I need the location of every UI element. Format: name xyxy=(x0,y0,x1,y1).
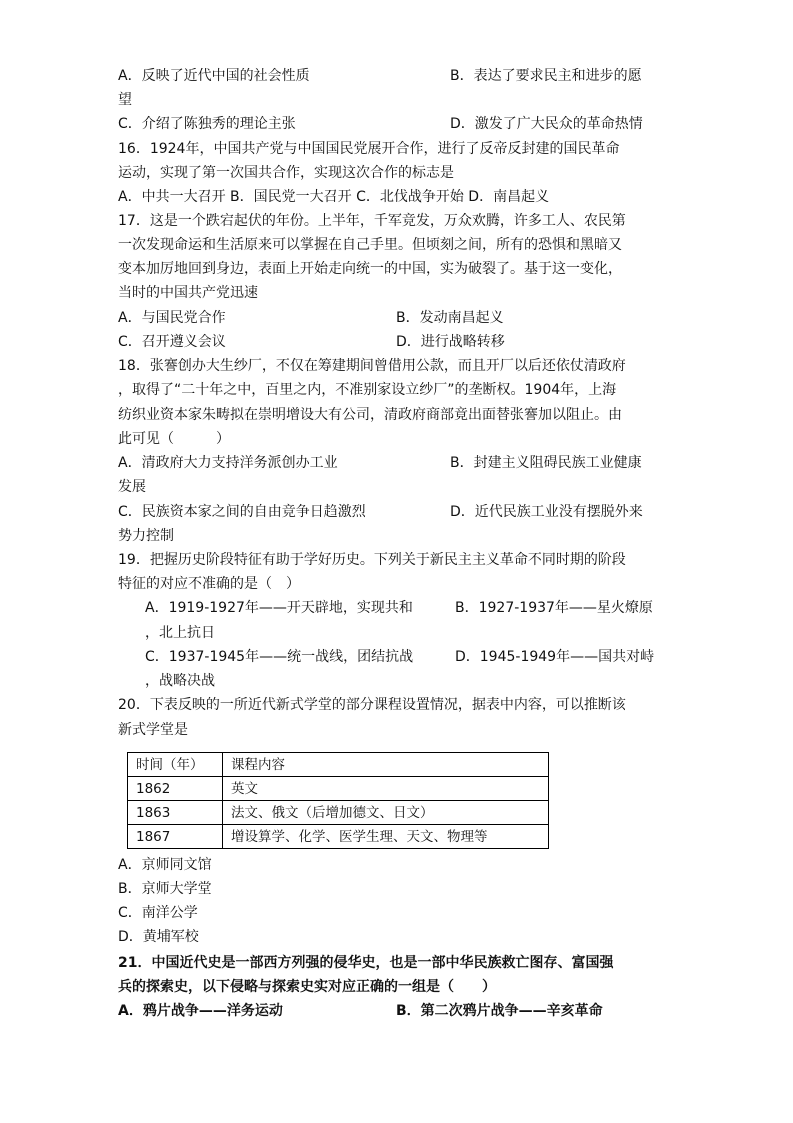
q15-option-b-cont: 望 xyxy=(118,92,132,108)
q17-option-b: B．发动南昌起义 xyxy=(396,310,504,326)
q20-option-b: B．京师大学堂 xyxy=(118,881,212,897)
q16-options: A．中共一大召开 B．国民党一大召开 C．北伐战争开始 D．南昌起义 xyxy=(118,189,550,205)
q20-option-c: C．南洋公学 xyxy=(118,905,198,921)
q18-option-d: D．近代民族工业没有摆脱外来 xyxy=(450,504,643,520)
q20-stem-line1: 20．下表反映的一所近代新式学堂的部分课程设置情况，据表中内容，可以推断该 xyxy=(118,697,626,713)
q18-option-b-cont: 发展 xyxy=(118,479,146,495)
q20-option-d: D．黄埔军校 xyxy=(118,929,199,945)
q18-option-c: C．民族资本家之间的自由竞争日趋激烈 xyxy=(118,504,366,520)
q18-stem-line1: 18．张謇创办大生纱厂，不仅在筹建期间曾借用公款，而且开厂以后还依仗清政府 xyxy=(118,358,626,374)
q21-stem-line1: 21．中国近代史是一部西方列强的侵华史，也是一部中华民族救亡图存、富国强 xyxy=(118,955,614,971)
q19-option-b-cont: ，北上抗日 xyxy=(145,625,215,641)
table-cell-content: 英文 xyxy=(223,777,549,801)
q18-stem-line3: 纺织业资本家朱畴拟在崇明增设大有公司，清政府商部竟出面替张謇加以阻止。由 xyxy=(118,407,622,423)
table-row xyxy=(128,777,549,801)
q17-option-a: A．与国民党合作 xyxy=(118,310,226,326)
table-cell-content: 增设算学、化学、医学生理、天文、物理等 xyxy=(223,825,549,849)
table-header-row xyxy=(128,753,549,777)
table-row xyxy=(128,825,549,849)
q19-option-b: B．1927-1937年——星火燎原 xyxy=(455,600,653,616)
table-cell-content: 法文、俄文（后增加德文、日文） xyxy=(223,801,549,825)
q18-option-b: B．封建主义阻碍民族工业健康 xyxy=(450,455,642,471)
table-header-content: 课程内容 xyxy=(223,753,549,777)
table-cell-year: 1863 xyxy=(128,801,223,825)
q15-option-b: B．表达了要求民主和进步的愿 xyxy=(450,68,642,84)
q15-option-d: D．激发了广大民众的革命热情 xyxy=(450,116,643,132)
q16-stem-line2: 运动，实现了第一次国共合作，实现这次合作的标志是 xyxy=(118,165,454,181)
q18-option-d-cont: 势力控制 xyxy=(118,528,174,544)
q19-stem-line1: 19．把握历史阶段特征有助于学好历史。下列关于新民主主义革命不同时期的阶段 xyxy=(118,552,626,568)
q15-option-a: A．反映了近代中国的社会性质 xyxy=(118,68,310,84)
q21-option-a: A．鸦片战争——洋务运动 xyxy=(118,1003,283,1019)
q18-stem-line4: 此可见（ ） xyxy=(118,431,230,447)
q21-option-b: B．第二次鸦片战争——辛亥革命 xyxy=(396,1003,603,1019)
q17-option-c: C．召开遵义会议 xyxy=(118,334,226,350)
course-table xyxy=(127,752,549,849)
q17-stem-line2: 一次发现命运和生活原来可以掌握在自己手里。但顷刻之间，所有的恐惧和黑暗又 xyxy=(118,237,622,253)
q16-stem-line1: 16．1924年，中国共产党与中国国民党展开合作，进行了反帝反封建的国民革命 xyxy=(118,141,620,157)
q17-stem-line1: 17．这是一个跌宕起伏的年份。上半年，千军竞发，万众欢腾，许多工人、农民第 xyxy=(118,213,626,229)
q19-option-a: A．1919-1927年——开天辟地，实现共和 xyxy=(145,600,413,616)
q19-option-d-cont: ，战略决战 xyxy=(145,673,215,689)
q17-stem-line4: 当时的中国共产党迅速 xyxy=(118,285,258,301)
q17-option-d: D．进行战略转移 xyxy=(396,334,505,350)
q20-option-a: A．京师同文馆 xyxy=(118,857,212,873)
q18-option-a: A．清政府大力支持洋务派创办工业 xyxy=(118,455,338,471)
q19-stem-line2: 特征的对应不准确的是（ ） xyxy=(118,576,300,592)
q19-option-c: C．1937-1945年——统一战线，团结抗战 xyxy=(145,649,414,665)
q21-stem-line2: 兵的探索史，以下侵略与探索史实对应正确的一组是（ ） xyxy=(118,979,496,995)
q15-option-c: C．介绍了陈独秀的理论主张 xyxy=(118,116,296,132)
q18-stem-line2: ，取得了“二十年之中，百里之内，不准别家设立纱厂”的垄断权。1904年，上海 xyxy=(118,382,617,398)
q17-stem-line3: 变本加厉地回到身边，表面上开始走向统一的中国，实为破裂了。基于这一变化， xyxy=(118,261,622,277)
table-row xyxy=(128,801,549,825)
q19-option-d: D．1945-1949年——国共对峙 xyxy=(455,649,655,665)
table-header-year: 时间（年） xyxy=(128,753,223,777)
q20-stem-line2: 新式学堂是 xyxy=(118,722,188,738)
table-cell-year: 1867 xyxy=(128,825,223,849)
table-cell-year: 1862 xyxy=(128,777,223,801)
